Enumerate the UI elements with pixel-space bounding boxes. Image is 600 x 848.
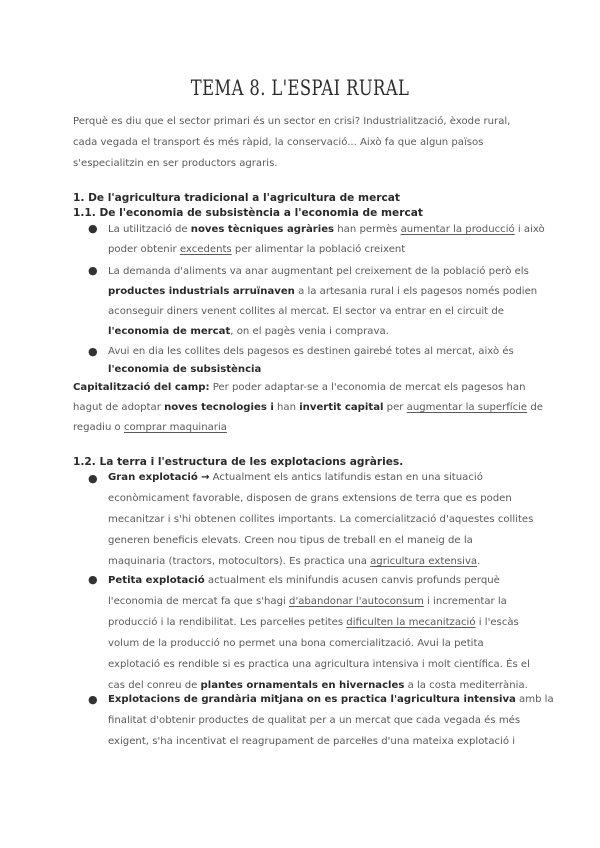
- section-heading-1: 1. De l'agricultura tradicional a l'agricultura de mercat: [73, 192, 400, 204]
- petita-line-3: producció i la rendibilitat. Les parceŀles petites dificulten la mecanització i l'escàs: [108, 617, 519, 628]
- capitalitzacio-line-1: Capitalització del camp: Per poder adaptar-se a l'economia de mercat els pagesos han: [73, 382, 526, 393]
- bullet-icon: ●: [88, 693, 98, 706]
- gran-line-5: maquinaria (tractors, motocultors). Es practica una agricultura extensiva.: [108, 556, 481, 567]
- section-heading-1-1: 1.1. De l'economia de subsistència a l'economia de mercat: [73, 207, 423, 219]
- bullet-2-line-3: aconseguir diners venent collites al mercat. El sector va entrar en el circuit de: [108, 306, 504, 317]
- bullet-icon: ●: [88, 472, 98, 485]
- bullet-1-line-2: poder obtenir excedents per alimentar la població creixent: [108, 244, 406, 255]
- petita-line-4: volum de la producció no permet una bona comercialització. Avui la petita: [108, 638, 484, 649]
- petita-line-1: Petita explotació actualment els minifundis acusen canvis profunds perquè: [108, 575, 500, 586]
- mitjana-line-3: exigent, s'ha incentivat el reagrupament de parceŀles d'una mateixa explotació i: [108, 736, 516, 747]
- bullet-icon: ●: [88, 573, 98, 586]
- bullet-2-line-2: productes industrials arruïnaven a la artesania rural i els pagesos només podien: [108, 286, 538, 297]
- intro-line-3: s'especialitzin en ser productors agraris.: [73, 158, 278, 169]
- bullet-icon: ●: [88, 345, 98, 358]
- intro-line-2: cada vegada el transport és més ràpid, la conservació... Això fa que algun països: [73, 137, 484, 148]
- intro-line-1: Perquè es diu que el sector primari és un sector en crisi? Industrialització, èxode rural,: [73, 116, 511, 127]
- page-title: TEMA 8. L'ESPAI RURAL: [190, 76, 410, 100]
- petita-line-5: explotació es rendible si es practica una agricultura intensiva i molt científica. És el: [108, 659, 530, 670]
- mitjana-line-2: finalitat d'obtenir productes de qualitat per a un mercat que cada vegada és més: [108, 715, 521, 726]
- bullet-1-line-1: La utilització de noves tècniques agràries han permès aumentar la producció i això: [108, 224, 545, 235]
- section-heading-1-2: 1.2. La terra i l'estructura de les explotacions agràries.: [73, 456, 404, 468]
- bullet-3-line-2: l'economia de subsistència: [108, 364, 262, 375]
- capitalitzacio-line-2: hagut de adoptar noves tecnologies i han invertit capital per augmentar la superfície de: [73, 402, 543, 413]
- petita-line-6: cas del conreu de plantes ornamentals en hivernacles a la costa mediterrània.: [108, 680, 528, 691]
- bullet-icon: ●: [88, 222, 98, 235]
- gran-line-1: Gran explotació → Actualment els antics latifundis estan en una situació: [108, 472, 483, 483]
- gran-line-2: econòmicament favorable, disposen de grans extensions de terra que es poden: [108, 493, 512, 504]
- gran-line-3: mecanitzar i s'hi obtenen collites importants. La comercialització d'aquestes collites: [108, 514, 534, 525]
- bullet-3-line-1: Avui en dia les collites dels pagesos es destinen gairebé totes al mercat, això és: [108, 346, 514, 357]
- mitjana-line-1: Explotacions de grandària mitjana on es practica l'agricultura intensiva amb la: [108, 694, 554, 705]
- gran-line-4: generen beneficis elevats. Creen nou tipus de treball en el maneig de la: [108, 535, 473, 546]
- capitalitzacio-line-3: regadiu o comprar maquinaria: [73, 422, 227, 433]
- arrow-right-icon: →: [200, 472, 210, 483]
- bullet-icon: ●: [88, 264, 98, 277]
- petita-line-2: l'economia de mercat fa que s'hagi d'abandonar l'autoconsum i incrementar la: [108, 596, 507, 607]
- bullet-2-line-1: La demanda d'aliments va anar augmentant pel creixement de la població però els: [108, 266, 529, 277]
- bullet-2-line-4: l'economia de mercat, on el pagès venia i comprava.: [108, 326, 389, 337]
